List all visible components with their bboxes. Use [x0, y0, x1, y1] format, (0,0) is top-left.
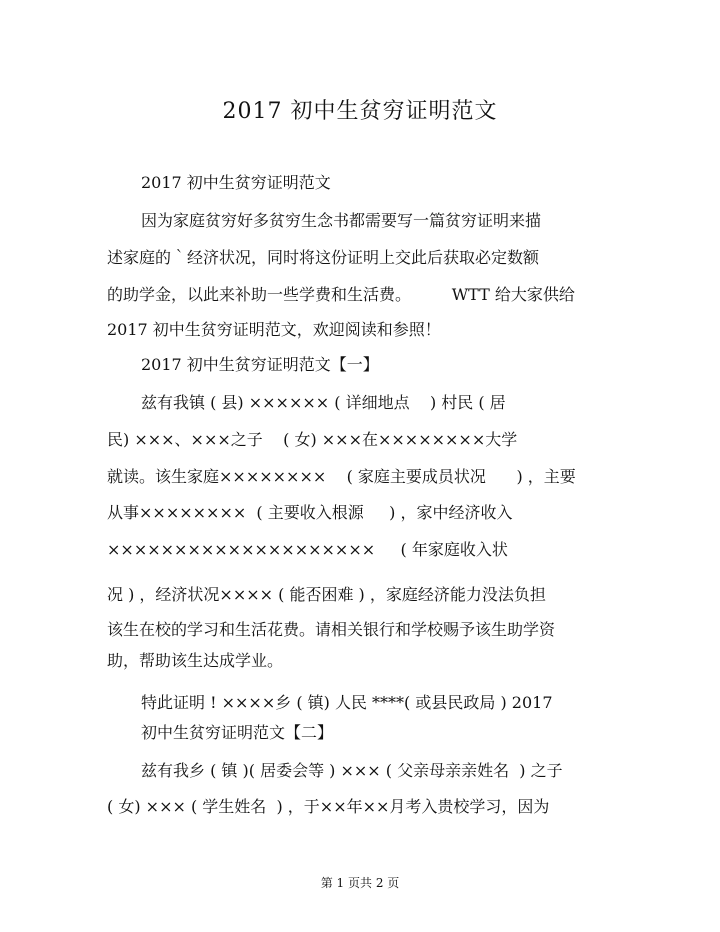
- document-title: 2017 初中生贫穷证明范文: [222, 99, 498, 124]
- text-line: 民) ×××、×××之子 ( 女) ×××在××××××××大学: [107, 430, 518, 449]
- text-line: 特此证明 ! ××××乡 ( 镇) 人民 ****( 或县民政局 ) 2017: [141, 693, 553, 712]
- text-line: 述家庭的｀经济状况，同时将这份证明上交此后获取必定数额: [107, 248, 540, 267]
- text-line: 就读。该生家庭×××××××× ( 家庭主要成员状况 ) ，主要: [107, 467, 576, 486]
- text-line: 因为家庭贫穷好多贫穷生念书都需要写一篇贫穷证明来描: [141, 211, 542, 230]
- text-line: 助，帮助该生达成学业。: [107, 651, 284, 670]
- text-line: 该生在校的学习和生活花费。请相关银行和学校赐予该生助学资: [107, 620, 556, 639]
- text-line: 兹有我镇 ( 县) ×××××× ( 详细地点 ) 村民 ( 居: [141, 393, 506, 412]
- text-line: 2017 初中生贫穷证明范文【一】: [141, 355, 379, 374]
- text-line: 况 ) ，经济状况×××× ( 能否困难 ) ，家庭经济能力没法负担: [107, 585, 546, 604]
- text-line: 从事×××××××× ( 主要收入根源 ) ，家中经济收入: [107, 503, 513, 522]
- text-line: 兹有我乡 ( 镇 )( 居委会等 ) ××× ( 父亲母亲亲姓名 ) 之子: [141, 761, 563, 780]
- text-line: 2017 初中生贫穷证明范文: [141, 173, 331, 192]
- text-line: 初中生贫穷证明范文【二】: [141, 723, 334, 742]
- text-line: ×××××××××××××××××××× ( 年家庭收入状: [107, 540, 508, 559]
- page-footer: 第 1 页共 2 页: [320, 876, 400, 890]
- text-line: 的助学金，以此来补助一些学费和生活费。 WTT 给大家供给: [107, 285, 575, 304]
- text-line: ( 女) ××× ( 学生姓名 ) ，于××年××月考入贵校学习，因为: [107, 797, 550, 816]
- text-line: 2017 初中生贫穷证明范文，欢迎阅读和参照！: [107, 320, 441, 339]
